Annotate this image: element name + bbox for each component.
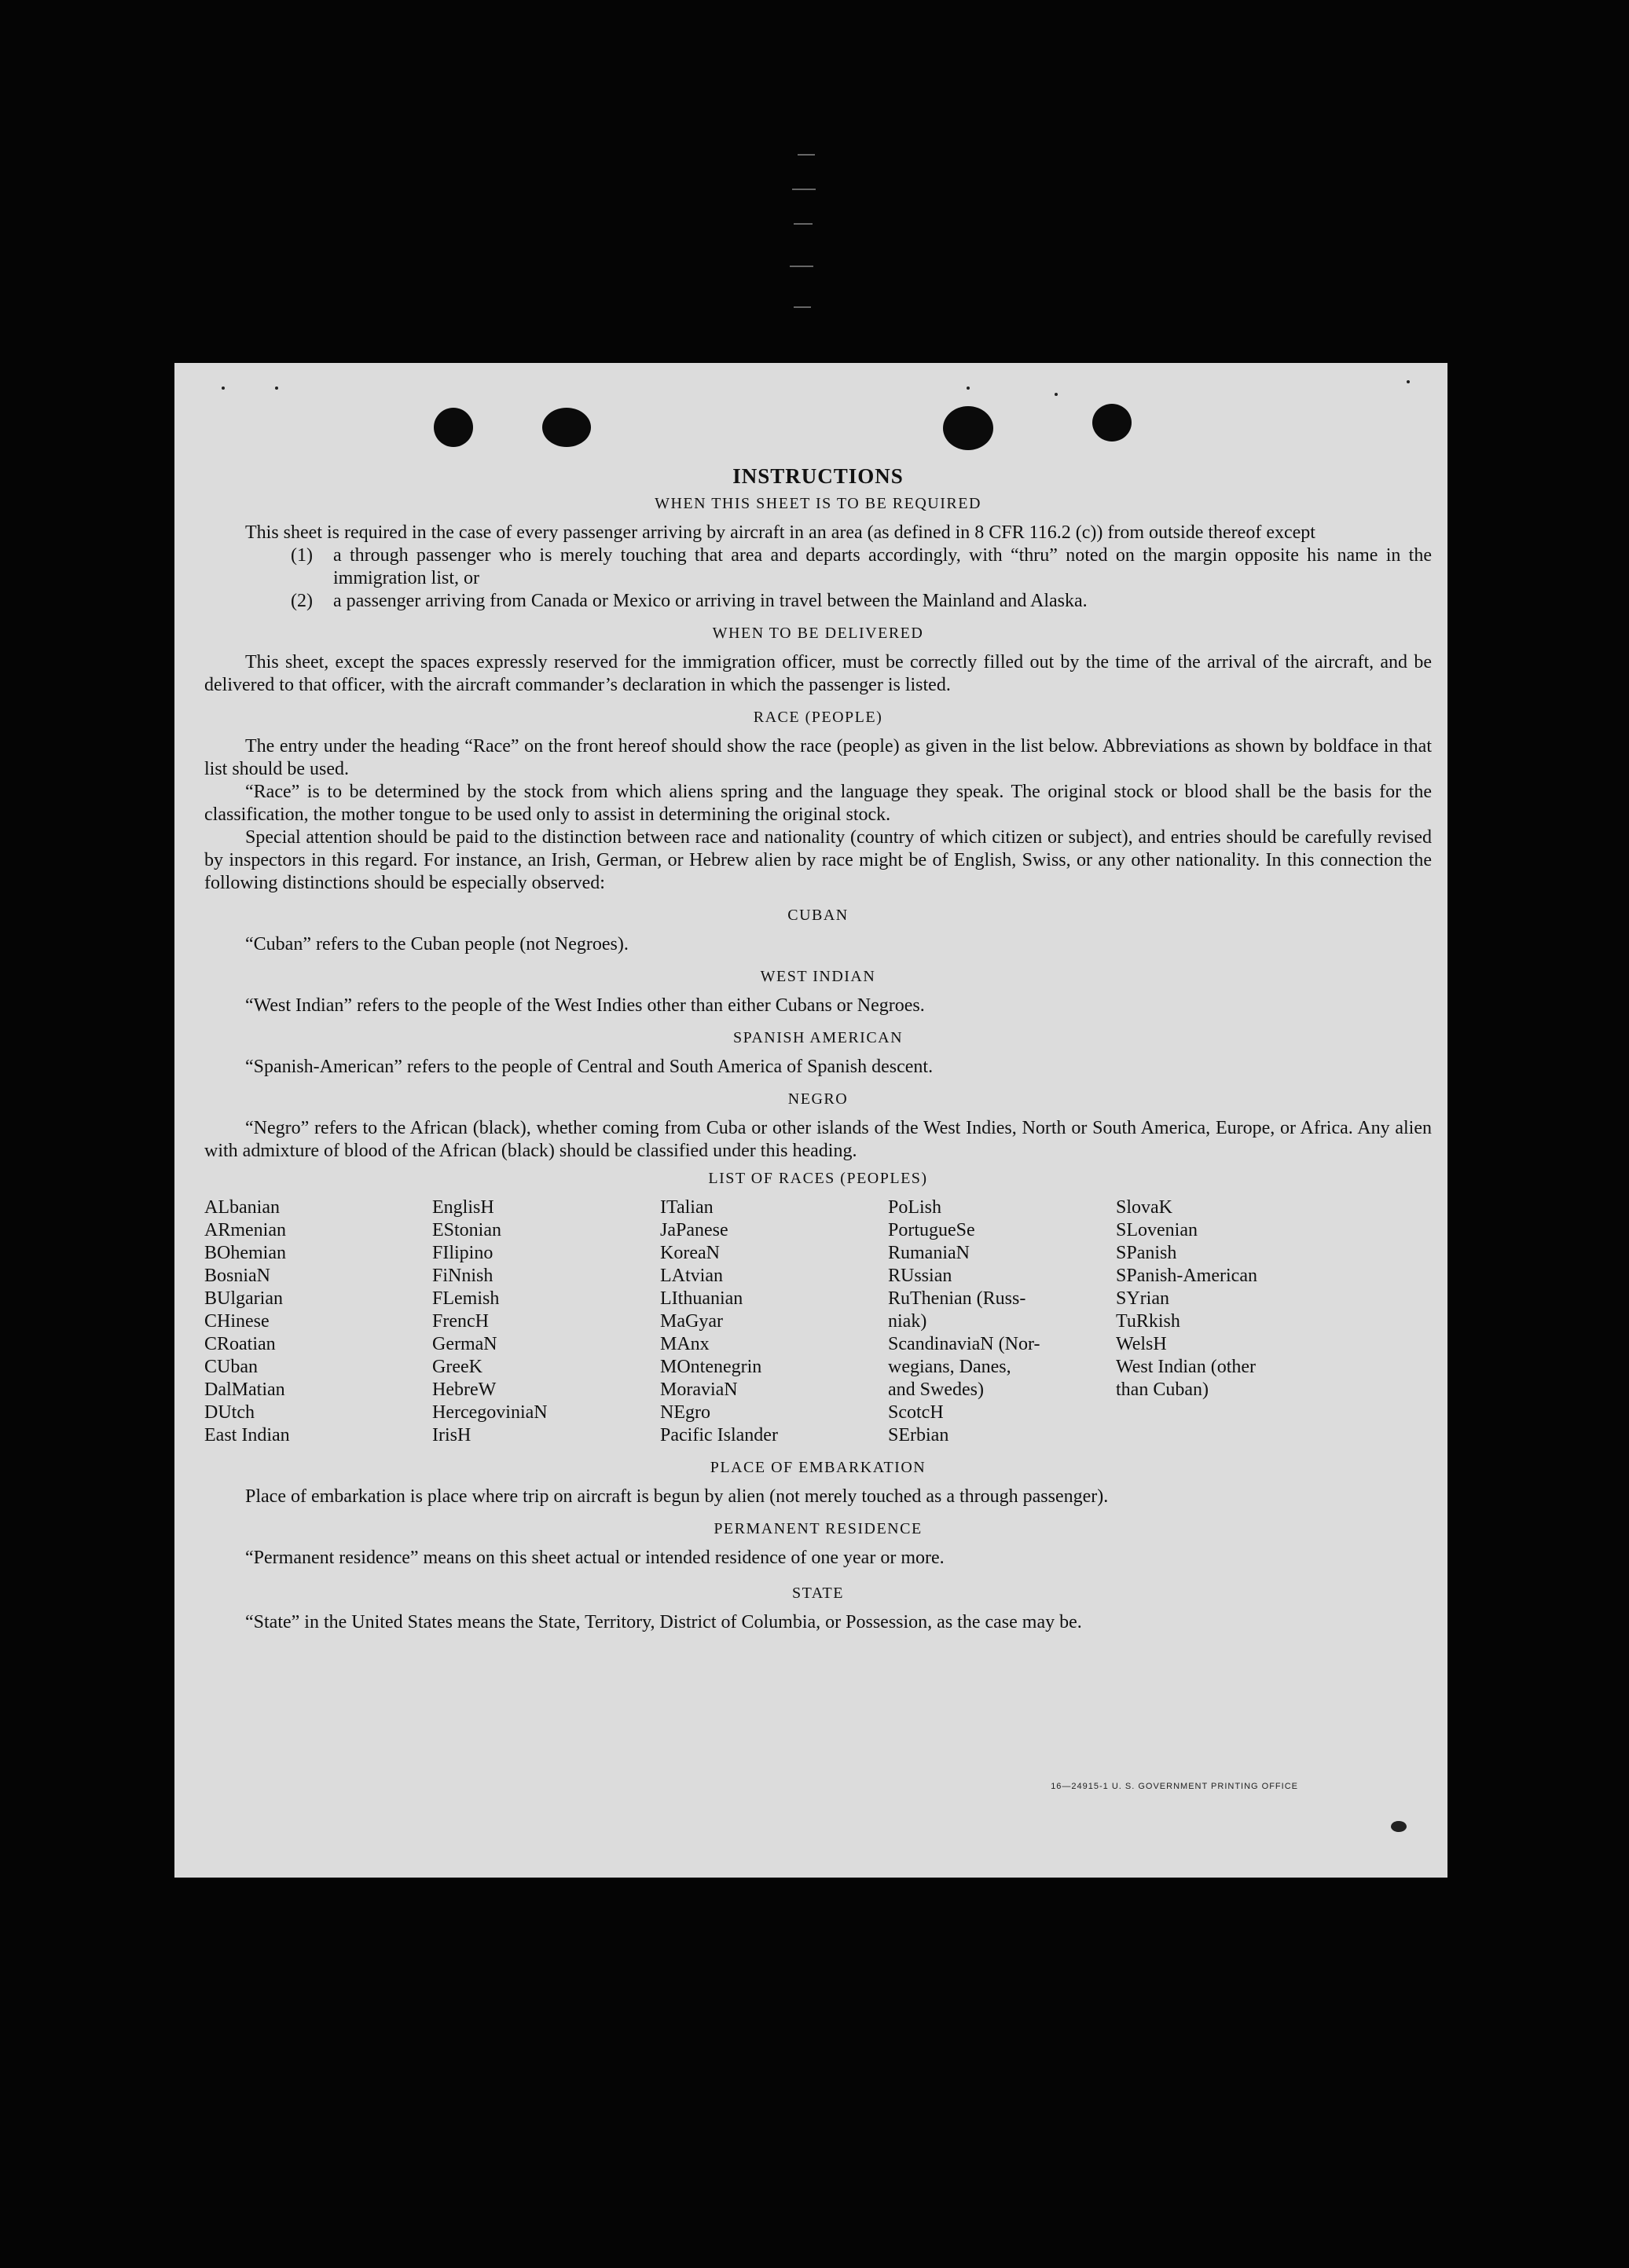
race-entry: ScandinaviaN (Nor- wegians, Danes, and Swedes) (888, 1334, 1040, 1400)
race-entry: ITalian (660, 1197, 714, 1218)
race-entry: PoLish (888, 1197, 942, 1218)
speck (1391, 1821, 1407, 1832)
heading-when-delivered: WHEN TO BE DELIVERED (712, 625, 924, 642)
race-entry: SLovenian (1116, 1220, 1198, 1240)
race-entry: DalMatian (204, 1379, 285, 1400)
race-entry: HebreW (432, 1379, 497, 1400)
heading-negro: NEGRO (787, 1090, 849, 1108)
race-column (432, 1196, 660, 1447)
race-entry: NEgro (660, 1402, 710, 1423)
race-entry: GreeK (432, 1357, 482, 1377)
race-entry: BOhemian (204, 1243, 286, 1263)
speck (967, 387, 970, 390)
race-entry: IrisH (432, 1425, 471, 1445)
exception-text: a through passenger who is merely touching that area and departs accordingly, with “thru” noted on the margin opposite his name in the immigration list, or (333, 545, 1432, 588)
race-entry: EnglisH (432, 1197, 494, 1218)
race-entry: LAtvian (660, 1266, 723, 1286)
race-entry: BUlgarian (204, 1288, 283, 1309)
race-entry: HercegoviniaN (432, 1402, 548, 1423)
race-entry: MAnx (660, 1334, 710, 1354)
race-entry: RumaniaN (888, 1243, 970, 1263)
punch-hole (542, 408, 591, 447)
race-entry: RuThenian (Russ- niak) (888, 1288, 1026, 1332)
heading-cuban: CUBAN (787, 907, 849, 924)
race-entry: TuRkish (1116, 1311, 1180, 1332)
race-entry: ARmenian (204, 1220, 286, 1240)
place-of-embarkation-text: Place of embarkation is place where trip on aircraft is begun by alien (not merely touched as a through passenger). (245, 1486, 1109, 1507)
race-entry: MoraviaN (660, 1379, 738, 1400)
race-entry: BosniaN (204, 1266, 270, 1286)
west-indian-text: “West Indian” refers to the people of the West Indies other than either Cubans or Negroes. (245, 995, 925, 1016)
race-entry: EStonian (432, 1220, 501, 1240)
when-required-intro: This sheet is required in the case of every passenger arriving by aircraft in an area (as defined in 8 CFR 116.2 (c)) from outside thereof except (245, 522, 1315, 543)
printer-imprint: 16—24915-1 U. S. GOVERNMENT PRINTING OFFICE (1051, 1782, 1298, 1791)
heading-race: RACE (PEOPLE) (753, 709, 883, 726)
race-entry: SYrian (1116, 1288, 1169, 1309)
race-column (1116, 1196, 1344, 1447)
race-column (204, 1196, 432, 1447)
race-entry: FLemish (432, 1288, 500, 1309)
race-entry: MaGyar (660, 1311, 723, 1332)
race-entry: SPanish (1116, 1243, 1177, 1263)
race-list (204, 1196, 1432, 1447)
spanish-american-text: “Spanish-American” refers to the people of Central and South America of Spanish descent. (245, 1057, 934, 1077)
punch-hole (943, 406, 993, 450)
race-paragraph: “Race” is to be determined by the stock from which aliens spring and the language they speak. The original stock or blood shall be the basis for the classification, the mother tongue to be used only to assist in determining the original stock. (204, 782, 1432, 825)
race-entry: East Indian (204, 1425, 290, 1445)
race-entry: FIlipino (432, 1243, 493, 1263)
heading-permanent-residence: PERMANENT RESIDENCE (714, 1520, 923, 1537)
race-entry: SPanish-American (1116, 1266, 1257, 1286)
race-entry: LIthuanian (660, 1288, 743, 1309)
exception-item (291, 544, 1432, 590)
race-entry: ALbanian (204, 1197, 280, 1218)
heading-state: STATE (792, 1585, 844, 1602)
race-entry: ScotcH (888, 1402, 944, 1423)
race-entry: WelsH (1116, 1334, 1167, 1354)
heading-place-of-embarkation: PLACE OF EMBARKATION (710, 1459, 926, 1476)
heading-list-of-races: LIST OF RACES (PEOPLES) (708, 1170, 928, 1187)
race-entry: MOntenegrin (660, 1357, 762, 1377)
race-paragraph: Special attention should be paid to the distinction between race and nationality (country of which citizen or subject), and entries should be carefully revised by inspectors in this regard. For instance, an Irish, German, or Hebrew alien by race might be of English, Swiss, or any other nationality. In this connection the following distinctions should be especially observed: (204, 827, 1432, 893)
exception-item (291, 590, 1432, 613)
permanent-residence-text: “Permanent residence” means on this sheet actual or intended residence of one year or more. (245, 1548, 945, 1568)
race-entry: CRoatian (204, 1334, 276, 1354)
race-entry: PortugueSe (888, 1220, 975, 1240)
cuban-text: “Cuban” refers to the Cuban people (not Negroes). (245, 934, 629, 954)
heading-spanish-american: SPANISH AMERICAN (732, 1029, 904, 1046)
race-paragraph: The entry under the heading “Race” on the front hereof should show the race (people) as given in the list below. Abbreviations as shown by boldface in that list should be used. (204, 736, 1432, 779)
race-entry: GermaN (432, 1334, 497, 1354)
scan-mark (798, 154, 815, 156)
instructions-content (204, 465, 1432, 1634)
speck (275, 387, 278, 390)
scan-mark (794, 306, 811, 308)
race-entry: West Indian (other than Cuban) (1116, 1357, 1257, 1400)
race-entry: CUban (204, 1357, 258, 1377)
race-entry: SErbian (888, 1425, 949, 1445)
punch-hole (1092, 404, 1132, 442)
race-entry: FrencH (432, 1311, 489, 1332)
race-entry: RUssian (888, 1266, 952, 1286)
exception-number: (2) (291, 591, 313, 611)
race-entry: Pacific Islander (660, 1425, 778, 1445)
scan-mark (794, 223, 813, 225)
speck (1055, 393, 1058, 396)
scan-mark (792, 189, 816, 190)
speck (222, 387, 225, 390)
exception-text: a passenger arriving from Canada or Mexico or arriving in travel between the Mainland and Alaska. (333, 591, 1088, 611)
race-entry: JaPanese (660, 1220, 728, 1240)
race-entry: SlovaK (1116, 1197, 1172, 1218)
heading-west-indian: WEST INDIAN (760, 968, 876, 985)
race-column (888, 1196, 1116, 1447)
race-entry: FiNnish (432, 1266, 493, 1286)
race-entry: CHinese (204, 1311, 270, 1332)
race-entry: DUtch (204, 1402, 255, 1423)
state-text: “State” in the United States means the State, Territory, District of Columbia, or Possession, as the case may be. (245, 1612, 1082, 1632)
race-column (660, 1196, 888, 1447)
punch-hole (434, 408, 473, 447)
speck (1407, 380, 1410, 383)
exception-number: (1) (291, 545, 313, 566)
when-delivered-text: This sheet, except the spaces expressly reserved for the immigration officer, must be correctly filled out by the time of the arrival of the aircraft, and be delivered to that officer, with the aircraft commander’s declaration in which the passenger is listed. (204, 652, 1432, 695)
page-title: INSTRUCTIONS (732, 464, 904, 488)
race-entry: KoreaN (660, 1243, 720, 1263)
negro-text: “Negro” refers to the African (black), whether coming from Cuba or other islands of the West Indies, North or South America, Europe, or Africa. Any alien with admixture of blood of the African (black) should be classified under this heading. (204, 1118, 1432, 1161)
document-sheet (174, 363, 1447, 1878)
heading-when-required: WHEN THIS SHEET IS TO BE REQUIRED (655, 495, 981, 512)
scan-mark (790, 266, 813, 267)
